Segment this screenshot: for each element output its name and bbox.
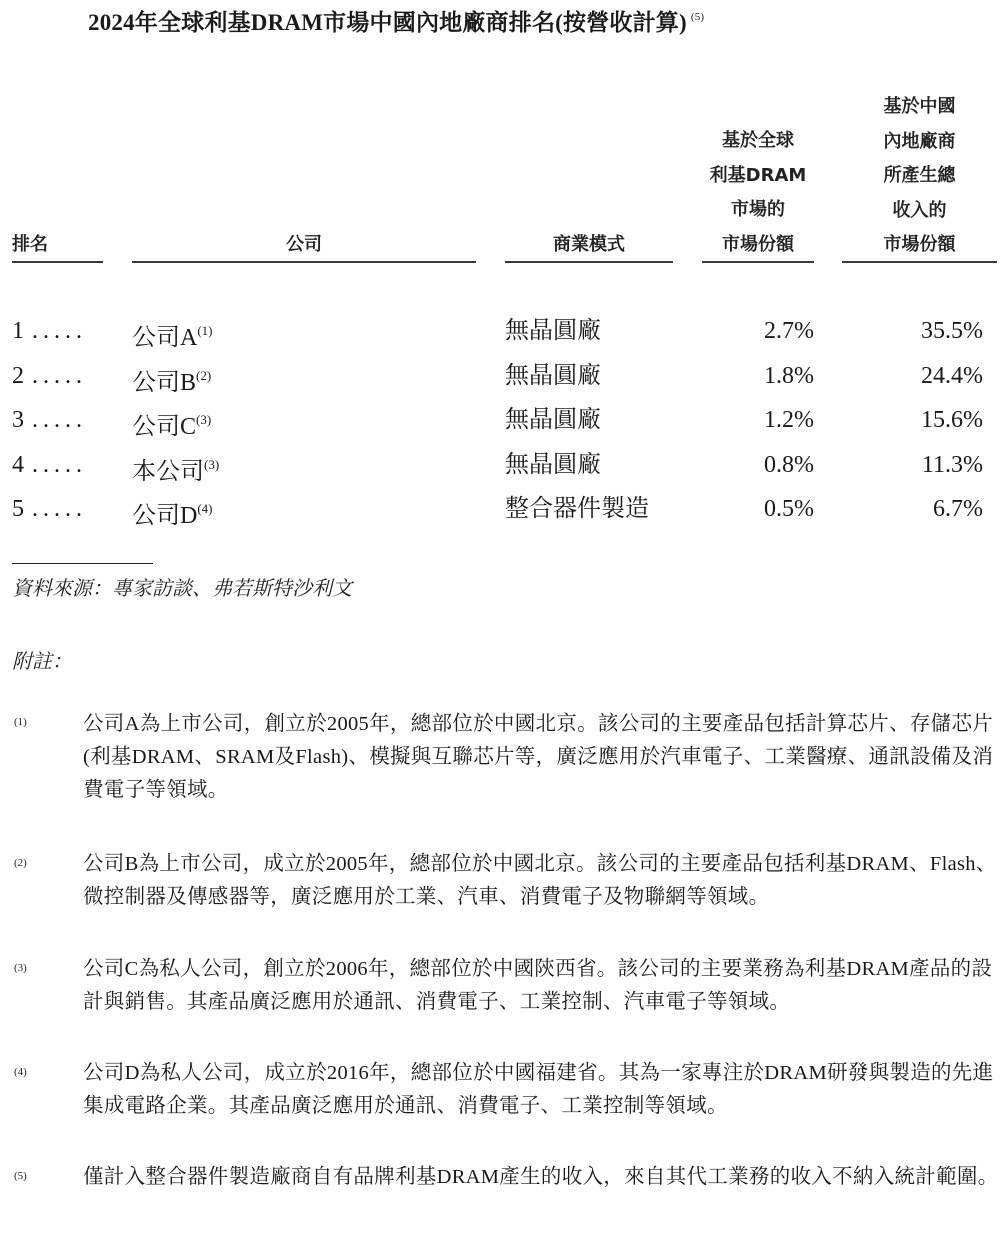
note-text: 公司D為私人公司，成立於2016年，總部位於中國福建省。其為一家專注於DRAM研發與製造的先進集成電路企業。其產品廣泛應用於通訊、消費電子、工業控制等領域。 <box>83 1062 994 1117</box>
rank-number: 4 <box>12 452 24 478</box>
rank-cell <box>12 316 87 346</box>
rank-cell <box>12 494 87 524</box>
global-share-cell: 0.5% <box>764 496 814 522</box>
note-text: 公司A為上市公司，創立於2005年，總部位於中國北京。該公司的主要產品包括計算芯片、存儲芯片(利基DRAM、SRAM及Flash)、模擬與互聯芯片等，廣泛應用於汽車電子、工業醫療、通訊設備及消費電子等領域。 <box>83 713 994 801</box>
header-business-model: 商業模式 <box>553 234 625 255</box>
header-rank-underline <box>12 261 103 263</box>
header-global-share <box>702 124 814 262</box>
page-title <box>88 4 704 37</box>
company-cell <box>132 494 213 531</box>
business-model-cell: 整合器件製造 <box>505 496 649 522</box>
header-company-underline <box>132 261 476 263</box>
china-share-cell: 11.3% <box>921 452 983 478</box>
header-global-share-line: 基於全球 <box>722 130 794 151</box>
header-global-share-line: 市場份額 <box>722 233 794 255</box>
company-name: 公司B <box>132 370 197 396</box>
leader-dots: ..... <box>32 407 87 433</box>
header-global-share-line: 市場的 <box>731 199 785 220</box>
global-share-cell: 2.7% <box>764 318 814 344</box>
note-marker: (4) <box>14 1066 27 1078</box>
business-model-cell: 無晶圓廠 <box>505 452 601 478</box>
header-china-share-line: 市場份額 <box>883 234 956 255</box>
footnote-ref: (4) <box>197 501 213 516</box>
note-text: 僅計入整合器件製造廠商自有品牌利基DRAM產生的收入，來自其代工業務的收入不納入統計範圍。 <box>83 1166 999 1188</box>
china-share-cell: 6.7% <box>933 496 983 522</box>
company-cell <box>132 450 219 487</box>
footnote-ref: (2) <box>196 368 212 383</box>
global-share-cell: 0.8% <box>764 452 814 478</box>
header-china-share-underline <box>842 261 997 263</box>
source-divider <box>12 563 153 564</box>
note-marker: (1) <box>14 716 27 728</box>
note-text: 公司B為上市公司，成立於2005年，總部位於中國北京。該公司的主要產品包括利基DRAM、Flash、微控制器及傳感器等，廣泛應用於工業、汽車、消費電子及物聯網等領域。 <box>83 853 997 908</box>
header-rank: 排名 <box>12 234 48 255</box>
china-share-cell: 35.5% <box>921 318 983 344</box>
title-text: 2024年全球利基DRAM市場中國內地廠商排名(按營收計算) <box>88 10 687 35</box>
company-name: 本公司 <box>132 459 204 485</box>
header-china-share <box>842 90 997 263</box>
header-china-share-line: 基於中國 <box>883 96 956 117</box>
rank-number: 1 <box>12 318 24 344</box>
company-name: 公司C <box>132 414 197 440</box>
footnote-ref: (1) <box>197 323 213 338</box>
note-marker: (5) <box>14 1170 27 1182</box>
source-text: 資料來源：專家訪談、弗若斯特沙利文 <box>12 578 352 600</box>
company-cell <box>132 405 211 442</box>
header-china-share-line: 收入的 <box>892 199 947 221</box>
note-marker: (2) <box>14 857 27 869</box>
footnote-ref: (3) <box>204 457 220 472</box>
title-footnote-ref: (5) <box>690 11 705 23</box>
header-global-share-line: 利基DRAM <box>709 164 807 186</box>
rank-number: 5 <box>12 496 24 522</box>
header-china-share-line: 內地廠商 <box>883 130 956 152</box>
notes-heading: 附註： <box>12 651 72 673</box>
company-cell <box>132 361 211 398</box>
china-share-cell: 15.6% <box>921 407 983 433</box>
company-cell <box>132 316 213 353</box>
business-model-cell: 無晶圓廠 <box>505 318 601 344</box>
header-china-share-line: 所產生總 <box>883 165 956 186</box>
company-name: 公司A <box>132 325 198 351</box>
rank-cell <box>12 405 87 435</box>
note-marker: (3) <box>14 962 27 974</box>
company-name: 公司D <box>132 503 198 529</box>
leader-dots: ..... <box>32 452 87 478</box>
header-company: 公司 <box>286 234 322 255</box>
note-text: 公司C為私人公司，創立於2006年，總部位於中國陝西省。該公司的主要業務為利基DRAM產品的設計與銷售。其產品廣泛應用於通訊、消費電子、工業控制、汽車電子等領域。 <box>83 958 993 1013</box>
rank-number: 2 <box>12 363 24 389</box>
global-share-cell: 1.8% <box>764 363 814 389</box>
business-model-cell: 無晶圓廠 <box>505 407 601 433</box>
rank-cell <box>12 361 87 391</box>
footnote-ref: (3) <box>196 412 212 427</box>
business-model-cell: 無晶圓廠 <box>505 363 601 389</box>
rank-number: 3 <box>12 407 24 433</box>
global-share-cell: 1.2% <box>764 407 814 433</box>
header-global-share-underline <box>702 261 814 263</box>
leader-dots: ..... <box>32 363 87 389</box>
leader-dots: ..... <box>32 318 87 344</box>
leader-dots: ..... <box>32 496 87 522</box>
rank-cell <box>12 450 87 480</box>
header-business-model-underline <box>505 261 673 263</box>
china-share-cell: 24.4% <box>921 363 983 389</box>
